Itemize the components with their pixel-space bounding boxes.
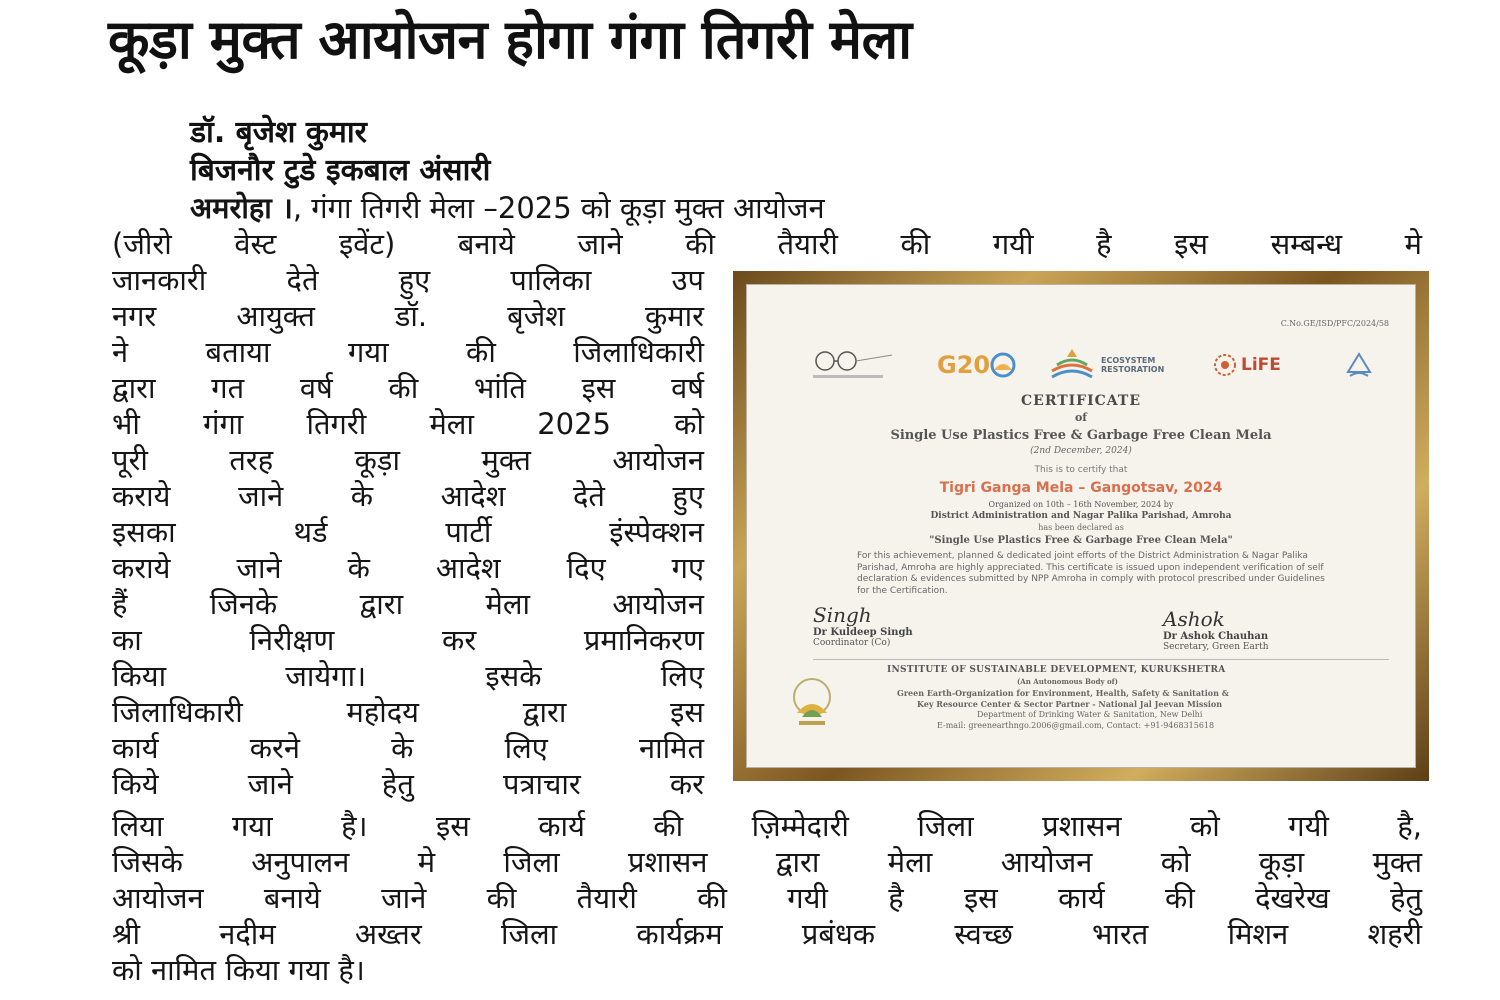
article-line: ने बताया गया की जिलाधिकारी	[112, 335, 704, 369]
g20-logo	[937, 345, 1018, 385]
contact-info: E-mail: greenearthngo.2006@gmail.com, Contact: +91-9468315618	[937, 721, 1215, 730]
article-text: , गंगा तिगरी मेला –2025 को कूड़ा मुक्त आयोजन	[292, 191, 825, 225]
certificate-logos	[807, 345, 1387, 385]
byline-reporter: बिजनौर टुडे इकबाल अंसारी	[190, 153, 491, 188]
g20-text: G20	[937, 351, 991, 379]
certificate-organized: Organized on 10th – 16th November, 2024 by	[988, 500, 1174, 509]
signature-mark: Ashok	[1163, 607, 1225, 631]
restoration-text: RESTORATION	[1101, 365, 1165, 374]
life-logo	[1212, 345, 1281, 385]
swachh-bharat-logo	[807, 345, 897, 385]
dateline: अमरोहा ।	[190, 191, 293, 225]
article-line: कराये जाने के आदेश दिए गए	[112, 551, 704, 585]
certificate-quote: "Single Use Plastics Free & Garbage Free Clean Mela"	[929, 535, 1233, 546]
article-line: नगर आयुक्त डॉ. बृजेश कुमार	[112, 299, 704, 333]
article-line: पूरी तरह कूड़ा मुक्त आयोजन	[112, 443, 704, 477]
article-line: किया जायेगा। इसके लिए	[112, 659, 704, 693]
signatory-role: Secretary, Green Earth	[1163, 642, 1269, 652]
signature-mark: Singh	[813, 603, 872, 627]
article-line: किये जाने हेतु पत्राचार कर	[112, 767, 704, 801]
certificate-date: (2nd December, 2024)	[1030, 446, 1132, 456]
certificate-district: District Administration and Nagar Palika Parishad, Amroha	[930, 511, 1232, 521]
certificate-body: For this achievement, planned & dedicated joint efforts of the District Administration & Nagar Palika Parishad, Amroha are highly appreciated. This certificate is issued upon independent verification of self declaration & evidences submitted by NPP Amroha in comply with protocol prescribed under Guidelines for the Certification.	[857, 551, 1325, 596]
institute-autonomous: (An Autonomous Body of)	[1017, 677, 1118, 686]
article-line: आयोजन बनाये जाने की तैयारी की गयी है इस कार्य की देखरेख हेतु	[112, 881, 1422, 915]
certificate-certify: This is to certify that	[1034, 465, 1128, 475]
certificate-event: Tigri Ganga Mela – Gangotsav, 2024	[939, 480, 1223, 496]
certificate-divider	[813, 659, 1389, 660]
article-line: कार्य करने के लिए नामित	[112, 731, 704, 765]
byline-author: डॉ. बृजेश कुमार	[190, 115, 367, 150]
certificate-ref: C.No.GE/ISD/PFC/2024/58	[1280, 319, 1389, 328]
article-line: लिया गया है। इस कार्य की ज़िम्मेदारी जिला प्रशासन को गयी है,	[112, 809, 1422, 843]
article-line: कराये जाने के आदेश देते हुए	[112, 479, 704, 513]
green-earth-emblem	[777, 673, 847, 733]
signature-kuldeep	[813, 603, 913, 648]
ecosystem-text: ECOSYSTEM	[1101, 356, 1156, 365]
ecosystem-restoration-logo	[1047, 345, 1164, 385]
article-line: जिलाधिकारी महोदय द्वारा इस	[112, 695, 704, 729]
certificate-of: of	[1074, 411, 1088, 424]
article-line: जिसके अनुपालन मे जिला प्रशासन द्वारा मेला आयोजन को कूड़ा मुक्त	[112, 845, 1422, 879]
signatory-name: Dr Kuldeep Singh	[813, 627, 913, 638]
article-line: द्वारा गत वर्ष की भांति इस वर्ष	[112, 371, 704, 405]
article-line	[190, 190, 1422, 226]
certificate-title: CERTIFICATE	[1021, 393, 1141, 409]
certificate-photo-frame	[733, 271, 1429, 781]
signatory-role: Coordinator (Co)	[813, 638, 891, 648]
key-resource-center: Key Resource Center & Sector Partner - National Jal Jeevan Mission	[917, 699, 1223, 709]
certificate	[746, 284, 1416, 768]
article-line: (जीरो वेस्ट इवेंट) बनाये जाने की तैयारी की गयी है इस सम्बन्ध मे	[112, 227, 1422, 261]
article-line: को नामित किया गया है।	[112, 953, 365, 987]
headline: कूड़ा मुक्त आयोजन होगा गंगा तिगरी मेला	[108, 8, 912, 71]
article-line: भी गंगा तिगरी मेला 2025 को	[112, 407, 704, 441]
signature-ashok	[1163, 607, 1269, 652]
certificate-declared: has been declared as	[1038, 523, 1124, 532]
department: Department of Drinking Water & Sanitation, New Delhi	[977, 710, 1203, 719]
jal-jeevan-logo	[1342, 345, 1376, 385]
green-earth-org: Green Earth-Organization for Environment, Health, Safety & Sanitation &	[897, 688, 1229, 698]
article-line: हैं जिनके द्वारा मेला आयोजन	[112, 587, 704, 621]
life-text: LiFE	[1241, 355, 1281, 375]
certificate-subtitle: Single Use Plastics Free & Garbage Free Clean Mela	[890, 428, 1272, 443]
article-line: इसका थर्ड पार्टी इंस्पेक्शन	[112, 515, 704, 549]
signatory-name: Dr Ashok Chauhan	[1163, 631, 1269, 642]
article-line: श्री नदीम अख्तर जिला कार्यक्रम प्रबंधक स्वच्छ भारत मिशन शहरी	[112, 917, 1422, 951]
article-line: जानकारी देते हुए पालिका उप	[112, 263, 704, 297]
institute-name: INSTITUTE OF SUSTAINABLE DEVELOPMENT, KURUKSHETRA	[887, 665, 1226, 675]
article-line: का निरीक्षण कर प्रमानिकरण	[112, 623, 704, 657]
